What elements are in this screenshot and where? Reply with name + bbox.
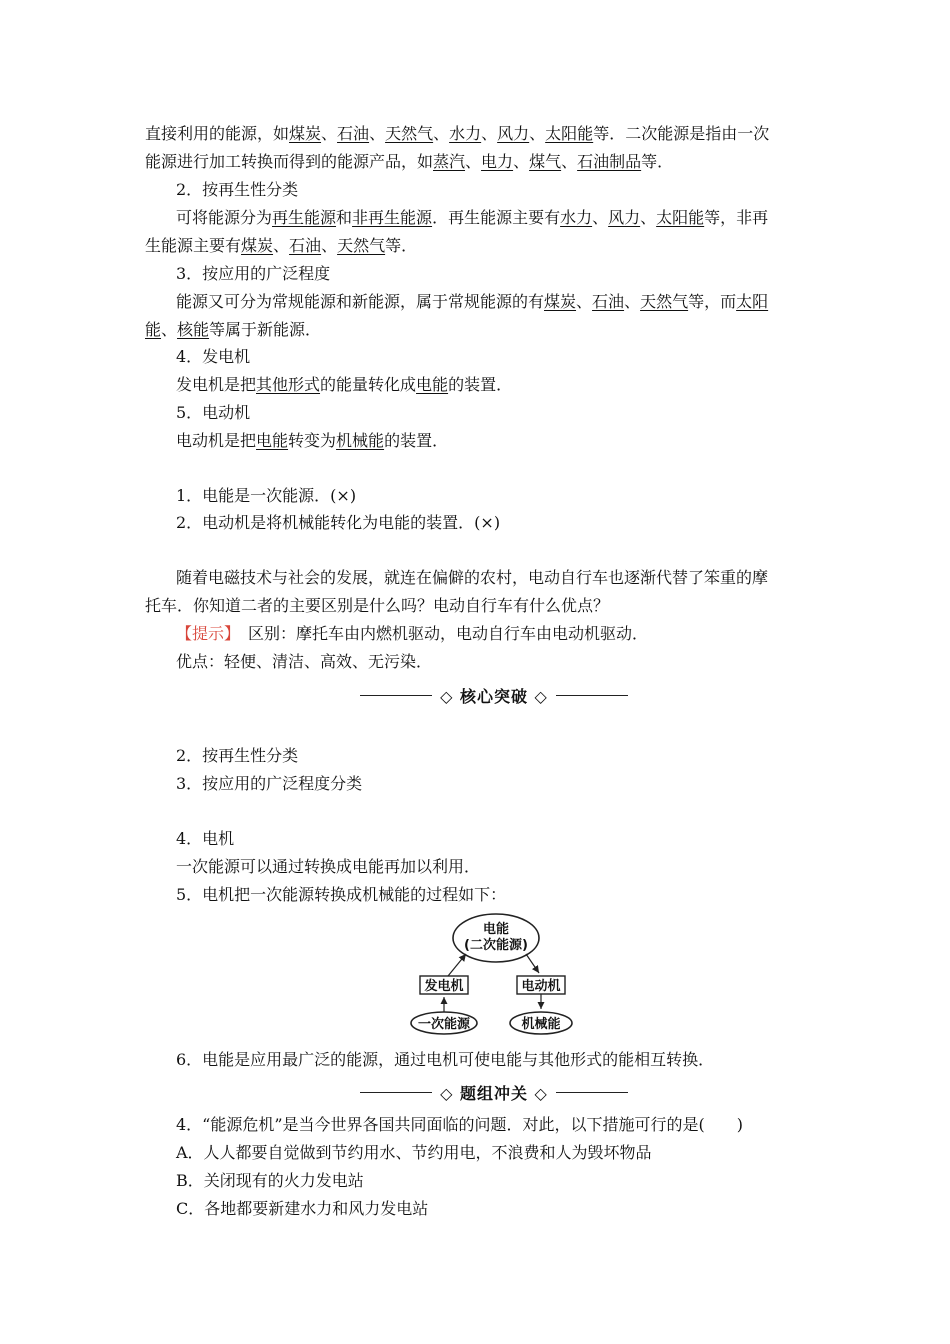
paragraph-line: 一次能源可以通过转换成电能再加以利用． <box>176 857 481 876</box>
answer-blank: 蒸汽 <box>433 152 466 171</box>
answer-blank: 天然气 <box>640 292 689 311</box>
primary-energy-label: 一次能源 <box>417 1017 471 1032</box>
subheading: 2．按再生性分类 <box>176 180 299 199</box>
separator: 、 <box>321 124 338 143</box>
divider-rule <box>360 1092 432 1093</box>
paragraph-line <box>145 320 321 340</box>
subheading: 3．按应用的广泛程度分类 <box>176 774 363 793</box>
answer-blank: 其他形式 <box>256 375 321 394</box>
answer-blank: 石油 <box>289 236 322 255</box>
motor-label: 电动机 <box>521 979 561 994</box>
answer-blank: 风力 <box>497 124 530 143</box>
text: 电动机是把 <box>176 431 257 450</box>
answer-blank: 水力 <box>449 124 482 143</box>
text: 能源又可分为常规能源和新能源，属于常规能源的有 <box>176 292 545 311</box>
section-divider-exercise <box>360 1080 628 1104</box>
section-divider-core <box>360 683 628 707</box>
answer-blank: 机械能 <box>336 431 385 450</box>
section-title: ◇ 核心突破 ◇ <box>440 687 548 706</box>
separator: 、 <box>161 320 178 339</box>
text: 等属于新能源． <box>209 320 322 339</box>
text: 和 <box>336 208 353 227</box>
answer-blank: 天然气 <box>385 124 434 143</box>
arrow-electric-to-motor <box>526 954 539 973</box>
separator: 、 <box>561 152 578 171</box>
divider-rule <box>556 695 628 696</box>
electric-energy-label: 电能 <box>482 922 510 937</box>
subheading: 3．按应用的广泛程度 <box>176 264 331 283</box>
option-c: C．各地都要新建水力和风力发电站 <box>176 1199 429 1218</box>
generator-label: 发电机 <box>424 979 464 994</box>
hint-line <box>176 624 648 644</box>
subheading: 4．电机 <box>176 829 235 848</box>
text: 的装置． <box>384 431 449 450</box>
arrow-generator-to-electric <box>448 954 466 976</box>
paragraph-line: 6．电能是应用最广泛的能源，通过电机可使电能与其他形式的能相互转换． <box>176 1050 715 1069</box>
section-title: ◇ 题组冲关 ◇ <box>440 1084 548 1103</box>
text: 转变为 <box>288 431 337 450</box>
separator: 、 <box>529 124 546 143</box>
paragraph-line: 优点：轻便、清洁、高效、无污染． <box>176 652 433 671</box>
separator: 、 <box>592 208 609 227</box>
option-b: B．关闭现有的火力发电站 <box>176 1171 364 1190</box>
paragraph-line: 托车．你知道二者的主要区别是什么吗？电动自行车有什么优点？ <box>145 596 610 615</box>
subheading: 5．电机把一次能源转换成机械能的过程如下： <box>176 885 507 904</box>
text: 等．二次能源是指由一次 <box>593 124 770 143</box>
answer-blank: 石油 <box>592 292 625 311</box>
option-a: A．人人都要自觉做到节约用水、节约用电，不浪费和人为毁坏物品 <box>176 1143 652 1162</box>
separator: 、 <box>321 236 338 255</box>
text: 的装置． <box>448 375 513 394</box>
hint-label: 【提示】 <box>176 624 233 643</box>
separator: 、 <box>433 124 450 143</box>
text: 等，而 <box>688 292 737 311</box>
subheading: 5．电动机 <box>176 403 251 422</box>
mechanical-energy-label: 机械能 <box>521 1017 561 1032</box>
judgment-item: 2．电动机是将机械能转化为电能的装置．(×) <box>176 513 501 532</box>
text: 生能源主要有 <box>145 236 242 255</box>
answer-blank: 天然气 <box>337 236 386 255</box>
answer-blank: 煤气 <box>529 152 562 171</box>
question-stem: 4．“能源危机”是当今世界各国共同面临的问题．对此，以下措施可行的是( ) <box>176 1115 744 1134</box>
separator: 、 <box>273 236 290 255</box>
paragraph-line <box>145 236 417 256</box>
answer-blank: 电力 <box>481 152 514 171</box>
paragraph-line <box>145 152 673 172</box>
answer-blank: 太阳 <box>736 292 769 311</box>
answer-blank: 太阳能 <box>656 208 705 227</box>
answer-blank: 水力 <box>560 208 593 227</box>
divider-rule <box>556 1092 628 1093</box>
paragraph-line <box>176 431 448 451</box>
text: 发电机是把 <box>176 375 257 394</box>
text: 等，非再 <box>704 208 769 227</box>
subheading: 4．发电机 <box>176 347 251 366</box>
text: ．再生能源主要有 <box>432 208 561 227</box>
answer-blank: 能 <box>145 320 162 339</box>
paragraph-line <box>145 124 769 144</box>
subheading: 2．按再生性分类 <box>176 746 299 765</box>
energy-conversion-diagram <box>400 910 590 1040</box>
separator: 、 <box>481 124 498 143</box>
paragraph-line <box>176 292 768 312</box>
answer-blank: 再生能源 <box>272 208 337 227</box>
paragraph-line: 随着电磁技术与社会的发展，就连在偏僻的农村，电动自行车也逐渐代替了笨重的摩 <box>176 568 769 587</box>
separator: 、 <box>624 292 641 311</box>
answer-blank: 煤炭 <box>544 292 577 311</box>
separator: 、 <box>465 152 482 171</box>
text: 等． <box>641 152 674 171</box>
answer-blank: 太阳能 <box>545 124 594 143</box>
text: 能源进行加工转换而得到的能源产品，如 <box>145 152 434 171</box>
text: 的能量转化成 <box>320 375 417 394</box>
separator: 、 <box>640 208 657 227</box>
separator: 、 <box>369 124 386 143</box>
answer-blank: 电能 <box>416 375 449 394</box>
paragraph-line <box>176 208 768 228</box>
text: 等． <box>385 236 418 255</box>
separator: 、 <box>576 292 593 311</box>
paragraph-line <box>176 375 512 395</box>
answer-blank: 核能 <box>177 320 210 339</box>
answer-blank: 非再生能源 <box>352 208 433 227</box>
answer-blank: 煤炭 <box>241 236 274 255</box>
text: 可将能源分为 <box>176 208 273 227</box>
answer-blank: 煤炭 <box>289 124 322 143</box>
answer-blank: 石油 <box>337 124 370 143</box>
separator: 、 <box>513 152 530 171</box>
divider-rule <box>360 695 432 696</box>
judgment-item: 1．电能是一次能源．(×) <box>176 486 357 505</box>
answer-blank: 石油制品 <box>577 152 642 171</box>
secondary-energy-label: (二次能源) <box>464 938 528 953</box>
answer-blank: 风力 <box>608 208 641 227</box>
text: 直接利用的能源，如 <box>145 124 290 143</box>
text: 区别：摩托车由内燃机驱动，电动自行车由电动机驱动． <box>232 624 649 643</box>
answer-blank: 电能 <box>256 431 289 450</box>
